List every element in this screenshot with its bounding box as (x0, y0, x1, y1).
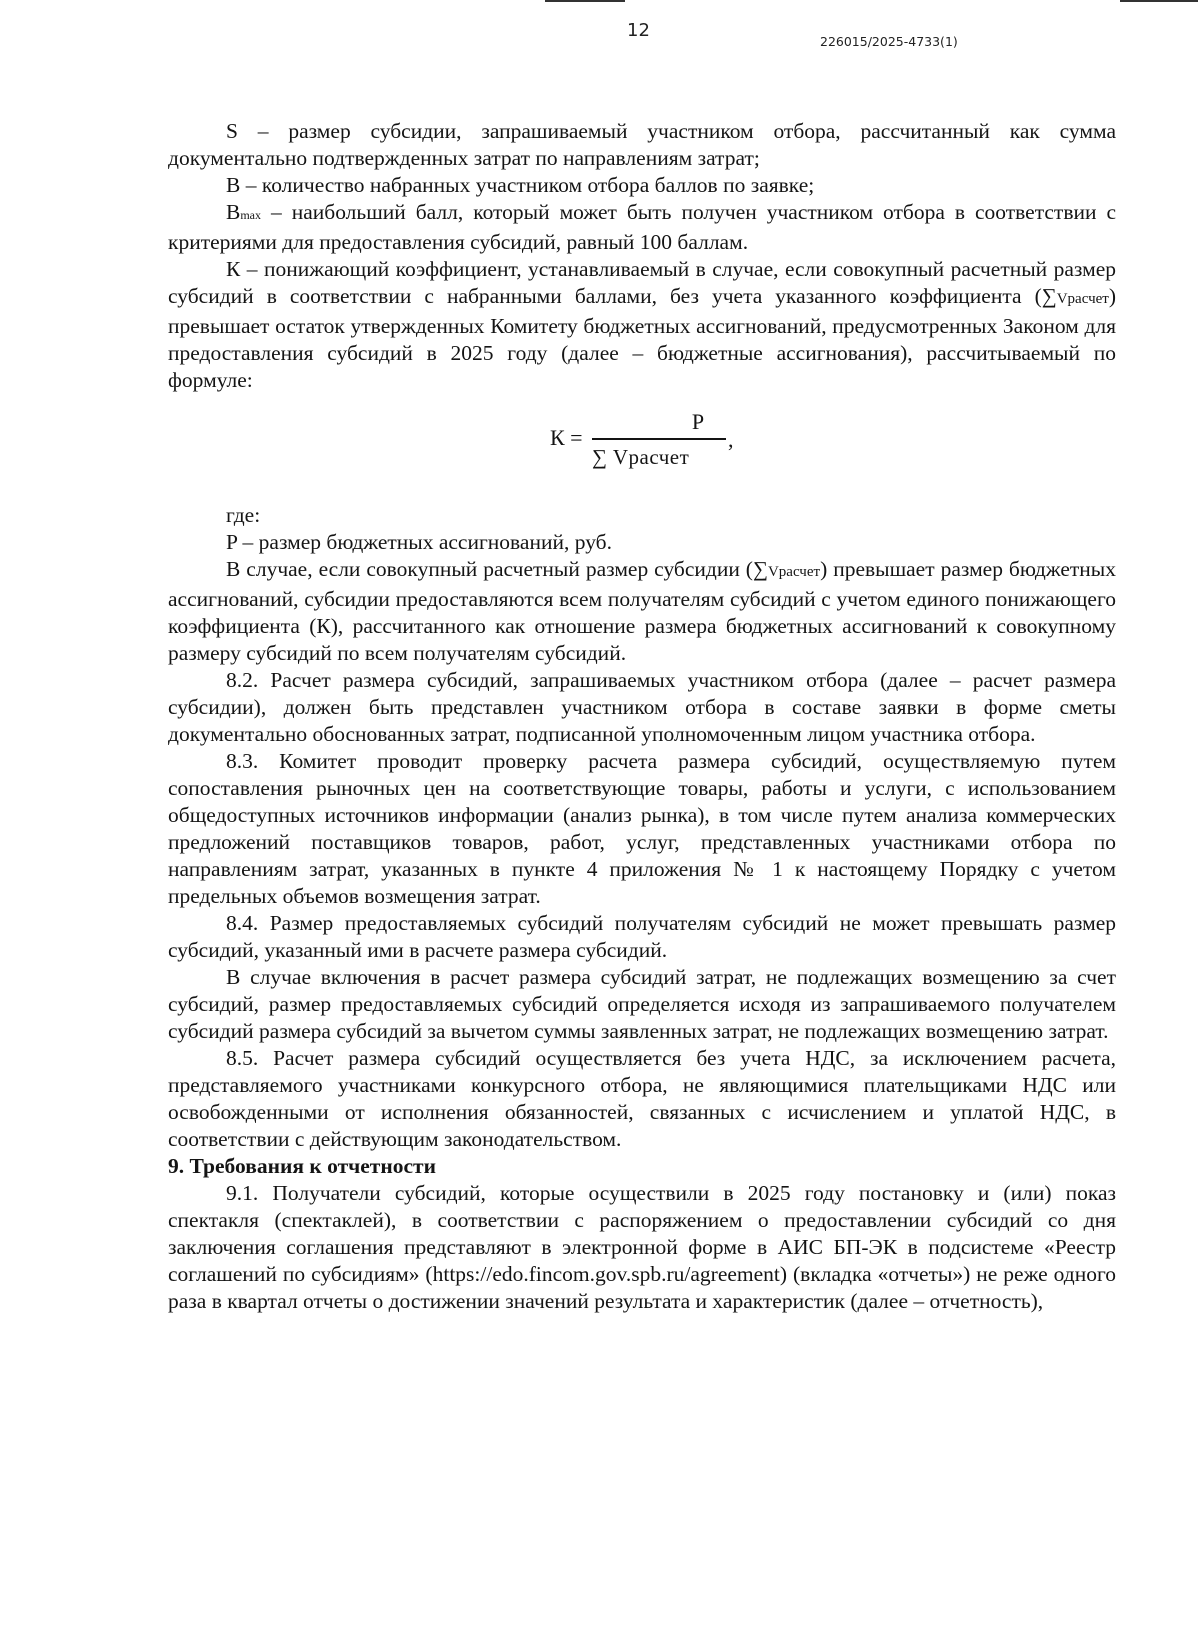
section-heading-9: 9. Требования к отчетности (168, 1154, 436, 1178)
formula-lhs: К = (550, 425, 583, 450)
paragraph-9-1: 9.1. Получатели субсидий, которые осуществили в 2025 году постановку и (или) показ спектакля (спектаклей), в соответствии с распоряжением о предоставлении субсидий со дня заключения соглашения представляют в электронной форме в АИС БП-ЭК в подсистеме «Реестр соглашений по субсидиям» (https://edo.fincom.gov.spb.ru/agreement) (вкладка «отчеты») не реже одного раза в квартал отчеты о достижении значений результата и характеристик (далее – отчетность), (168, 1181, 1116, 1313)
paragraph-k-definition (168, 256, 1116, 394)
sum-symbol-2: ∑ (752, 557, 768, 581)
formula-comma: , (728, 427, 734, 452)
scan-edge-line-left (545, 0, 625, 2)
bmax-text: – наибольший балл, который может быть получен участником отбора в соответствии с критериями для предоставления субсидий, равный 100 баллам. (168, 200, 1116, 254)
page-number: 12 (627, 20, 650, 41)
paragraph-8-3: 8.3. Комитет проводит проверку расчета размера субсидий, осуществляемую путем сопоставления рыночных цен на соответствующие товары, работы и услуги, с использованием общедоступных источников информации (анализ рынка), в том числе путем анализа коммерческих предложений поставщиков товаров, работ, услуг, представленных участниками отбора по направлениям затрат, указанных в пункте 4 приложения № 1 к настоящему Порядку с учетом предельных объемов возмещения затрат. (168, 749, 1116, 908)
paragraph-8-2: 8.2. Расчет размера субсидий, запрашиваемых участником отбора (далее – расчет размера субсидии), должен быть представлен участником отбора в составе заявки в форме сметы документально обоснованных затрат, подписанной уполномоченным лицом участника отбора. (168, 668, 1116, 746)
paragraph-8-4: 8.4. Размер предоставляемых субсидий получателям субсидий не может превышать размер субсидий, указанный ими в расчете размера субсидий. (168, 911, 1116, 962)
scan-edge-line-right (1120, 0, 1198, 2)
paragraph-case-exceeds (168, 556, 1116, 667)
k-formula (168, 394, 1116, 502)
case-text-a: В случае, если совокупный расчетный размер субсидии ( (226, 557, 753, 581)
formula-numerator: P (691, 409, 705, 434)
k-text-b: ) превышает остаток утвержденных Комитету бюджетных ассигнований, предусмотренных Законом для предоставления субсидий в 2025 году (далее – бюджетные ассигнования), рассчитываемый по формуле: (168, 284, 1116, 392)
registration-number: 226015/2025-4733(1) (820, 34, 958, 49)
formula-denominator: ∑ Vрасчет (592, 445, 690, 469)
v-raschet-inline-2: Vрасчет (767, 564, 821, 580)
formula-fraction-bar (592, 438, 726, 440)
v-raschet-inline: Vрасчет (1056, 291, 1109, 307)
paragraph-bmax-definition (168, 199, 1116, 256)
k-text-a: К – понижающий коэффициент, устанавливаемый в случае, если совокупный расчетный размер субсидий в соответствии с набранными баллами, без учета указанного коэффициента ( (168, 257, 1116, 308)
paragraph-8-5: 8.5. Расчет размера субсидий осуществляется без учета НДС, за исключением расчета, представляемого участниками конкурсного отбора, не являющимися плательщиками НДС или освобожденными от исполнения обязанностей, связанных с исчислением и уплатой НДС, в соответствии с действующим законодательством. (168, 1046, 1116, 1151)
document-body (168, 118, 1116, 1315)
paragraph-s-definition: S – размер субсидии, запрашиваемый участником отбора, рассчитанный как сумма документально подтвержденных затрат по направлениям затрат; (168, 119, 1116, 170)
bmax-subscript: max (240, 208, 262, 222)
paragraph-where: где: (226, 503, 261, 527)
bmax-symbol: B (226, 200, 241, 224)
sum-symbol: ∑ (1041, 284, 1057, 308)
case-text-b: ) превышает размер бюджетных ассигнований, субсидии предоставляются всем получателям субсидий с учетом единого понижающего коэффициента (К), рассчитанного как отношение размера бюджетных ассигнований к совокупному размеру субсидий по всем получателям субсидий. (168, 557, 1116, 665)
paragraph-8-4-case: В случае включения в расчет размера субсидий затрат, не подлежащих возмещению за счет субсидий, размер предоставляемых субсидий определяется исходя из запрашиваемого получателем субсидий размера субсидий за вычетом суммы заявленных затрат, не подлежащих возмещению затрат. (168, 965, 1116, 1043)
paragraph-p-definition: P – размер бюджетных ассигнований, руб. (226, 530, 612, 554)
paragraph-b-definition: B – количество набранных участником отбора баллов по заявке; (226, 173, 815, 197)
